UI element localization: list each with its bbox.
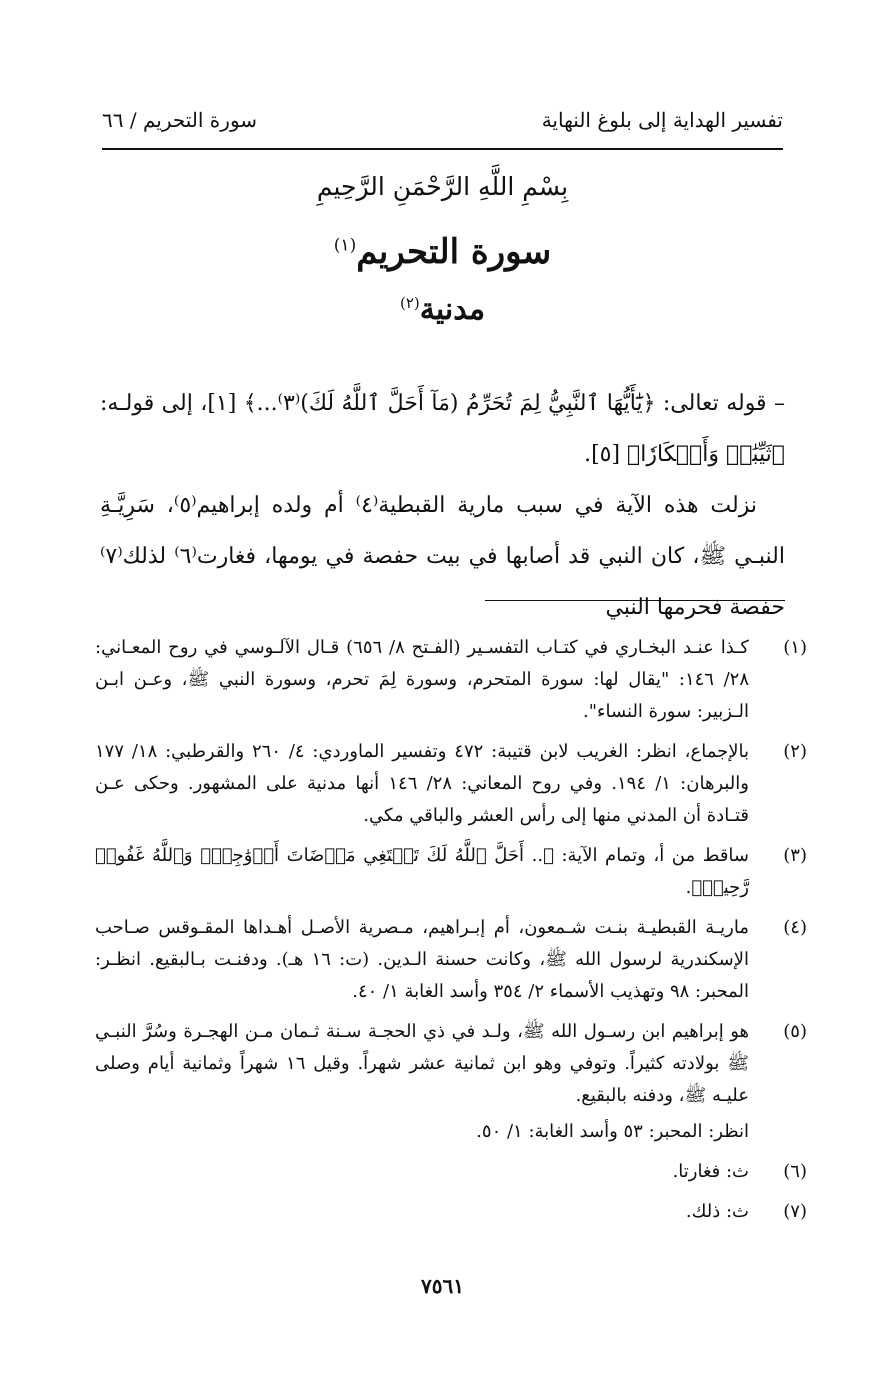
footnote-text: بالإجماع، انظر: الغريب لابن قتيبة: ٤٧٢ وتفسير الماوردي: ٤/ ٢٦٠ والقرطبي: ١٨/ ١٧٧ والبرهان: ١/ ١٩٤. وفي روح المعاني: ٢٨/ ١٤٦ أنها مدنية على المشهور. وحكى عـن قتـادة أن المدني منها إلى رأس العشر والباقي مكي. — [95, 741, 749, 826]
running-header — [102, 108, 783, 132]
footnote-number: (٦) — [783, 1161, 807, 1182]
footnote-continuation: انظر: المحبر: ٥٣ وأسد الغابة: ١/ ٥٠. — [476, 1121, 749, 1142]
footnote-text: ث: ذلك. — [685, 1201, 749, 1222]
footnote-number: (٥) — [783, 1021, 807, 1042]
footnote-item — [95, 736, 807, 832]
footnote-number: (٤) — [783, 917, 807, 938]
footnote-number: (١) — [783, 637, 807, 658]
footnote-number: (٢) — [783, 741, 807, 762]
surah-subtitle-footnote-ref: (٢) — [399, 294, 420, 312]
footnote-number: (٣) — [783, 845, 807, 866]
basmala: بِسْمِ اللَّهِ الرَّحْمَنِ الرَّحِيمِ — [316, 172, 569, 201]
surah-title — [0, 232, 885, 272]
footnote-text: ساقط من أ، وتمام الآية: ﴿.. أَحَلَّ ٱللَّهُ لَكَ تَبۡتَغِي مَرۡضَاتَ أَزۡوَٰجِكَۚ وَٱللَّهُ غَفُورٞ رَّحِيمٞ﴾. — [95, 845, 749, 898]
body-paragraph-2: نزلت هذه الآية في سبب مارية القبطية⁽٤⁾ أم ولده إبراهيم⁽٥⁾، سَرِيَّـةِ النبـي ﷺ، كان النبي قد أصابها في بيت حفصة في يومها، فغارت⁽٦⁾ لذلك⁽٧⁾ حفصة فحرمها النبي — [100, 493, 786, 620]
book-title: تفسير الهداية إلى بلوغ النهاية — [541, 108, 783, 132]
footnote-text: كـذا عنـد البخـاري في كتـاب التفسـير (الفـتح ٨/ ٦٥٦) قـال الآلـوسي في روح المعـاني: ٢٨/ ١٤٦: "يقال لها: سورة المتحرم، وسورة لِمَ تحرم، وسورة النبي ﷺ، وعـن ابـن الـزبير: سورة النساء". — [95, 637, 749, 722]
footnote-item — [95, 1196, 807, 1228]
footnote-text: ماريـة القبطيـة بنـت شـمعون، أم إبـراهيم، مـصرية الأصـل أهـداها المقـوقس صـاحب الإسكندرية لرسول الله ﷺ، وكانت حسنة الـدين. (ت: ١٦ هـ). ودفنـت بـالبقيع. انظـر: المحبر: ٩٨ وتهذيب الأسماء ٢/ ٣٥٤ وأسد الغابة ١/ ٤٠. — [95, 917, 749, 1002]
surah-reference: سورة التحريم / ٦٦ — [102, 108, 258, 132]
footnote-item — [95, 632, 807, 728]
footnote-item — [95, 840, 807, 904]
page-number: ٧٥٦١ — [421, 1274, 464, 1298]
footnote-item — [95, 1016, 807, 1112]
surah-subtitle-text: مدنية — [419, 292, 486, 327]
footnote-text: هو إبراهيم ابن رسـول الله ﷺ، ولـد في ذي الحجـة سـنة ثـمان مـن الهجـرة وسُرَّ النبـي ﷺ بولادته كثيراً. وتوفي وهو ابن ثمانية عشر شهراً. وقيل ١٦ شهراً وثمانية أيام وصلى عليـه ﷺ، ودفنه بالبقيع. — [95, 1021, 749, 1106]
footnote-text: ث: فغارتا. — [672, 1161, 749, 1182]
footnote-item — [95, 912, 807, 1008]
surah-subtitle — [0, 292, 885, 327]
footnote-item — [95, 1156, 807, 1188]
footnote-rule — [485, 600, 785, 601]
surah-title-footnote-ref: (١) — [333, 235, 357, 256]
body-paragraph-1: – قوله تعالى: ﴿يَٰٓأَيُّهَا ٱلنَّبِيُّ لِمَ تُحَرِّمُ (مَآ أَحَلَّ ٱللَّهُ لَكَ)⁽٣⁾...﴾ [١]، إلى قولـه: ﴿ثَيِّبَٰتٖ وَأَبۡكَارٗا﴾ [٥]. — [100, 391, 785, 467]
footnote-number: (٧) — [783, 1201, 807, 1222]
footnotes — [95, 632, 807, 1236]
body-text — [100, 378, 785, 633]
header-rule — [102, 148, 783, 150]
surah-title-text: سورة التحريم — [356, 232, 552, 272]
